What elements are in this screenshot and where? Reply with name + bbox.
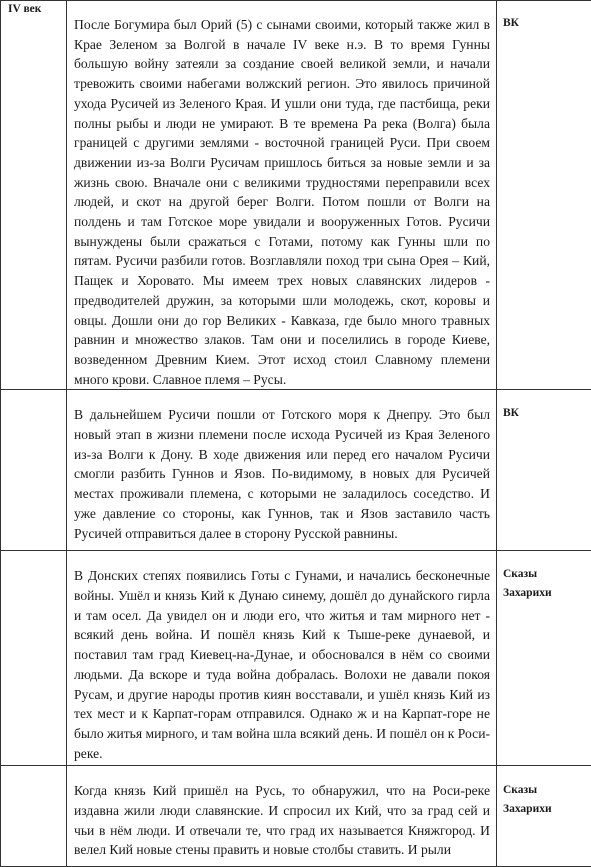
row-text: После Богумира был Орий (5) с сынами своими, который также жил в Крае Зеленом за Волгой в начале IV веке н.э. В то время Гунны большую войну затеяли за создание своей великой земли, и начали тревожить своими набегами волжский регион. Это явилось причиной ухода Русичей из Зеленого Края. И ушли они туда, где пастбища, реки полны рыбы и люди не умирают. В те времена Ра река (Волга) была границей с другими землями - восточной границей Руси. При своем движении из-за Волги Русичам пришлось биться за новые земли и за жизнь свою. Вначале они с великими трудностями переправили всех людей, и скот на другой берег Волги. Потом пошли от Волги на полдень и там Готское море увидали и вооруженных Готов. Русичи вынуждены были сражаться с Готами, потому как Гунны шли по пятам. Русичи разбили готов. Возглавляли поход три сына Орея – Кий, Пащек и Хоровато. Мы имеем трех новых славянских лидеров - предводителей дружин, за которыми шли молодежь, скот, коровы и овцы. Дошли они до гор Великих - Кавказа, где было много травных равнин и множество злаков. Там они и поселились в городе Киеве, возведенном Древним Кием. Этот исход стоил Славному племени много крови. Славное племя – Русы.: [74, 15, 490, 389]
period-label: [1, 390, 66, 391]
source-cell: [497, 551, 591, 766]
row-text: Когда князь Кий пришёл на Русь, то обнаружил, что на Роси-реке издавна жили люди славянские. И спросил их Кий, что за град сей и чьи в нём люди. И отвечали те, что град их называется Княжгород. И велел Кий новые стены править и новые столбы ставить. И рыли: [74, 781, 490, 860]
period-cell: [1, 390, 67, 551]
period-cell: [1, 766, 67, 867]
text-cell: [67, 390, 497, 551]
period-label: IV век: [1, 1, 66, 16]
period-cell: [1, 1, 67, 390]
source-cell: [497, 1, 591, 390]
source-label: Сказы Захарихи: [497, 766, 591, 819]
table-row: [1, 390, 591, 551]
source-label: ВК: [497, 390, 591, 423]
source-label: Сказы Захарихи: [497, 551, 591, 603]
text-cell: [67, 551, 497, 766]
period-label: [1, 551, 66, 552]
text-cell: [67, 766, 497, 867]
table-row: [1, 1, 591, 390]
row-text: В Донских степях появились Готы с Гунами, и начались бесконечные войны. Ушёл и князь Кий к Дунаю синему, дошёл до дунайского гирла и там осел. Да увидел он и люди его, что житья и там мирного нет - всякий день война. И пошёл князь Кий к Тыше-реке дунаевой, и поставил там град Киевец-на-Дунае, и обосновался в нём со своими людьми. Да вскоре и туда война добралась. Волохи не давали покоя Русам, и другие народы против киян восставали, и ушёл князь Кий из тех мест и к Карпат-горам отправился. Однако ж и на Карпат-горе не было житья мирного, и там война шла всякий день. И пошёл он к Роси-реке.: [74, 566, 490, 763]
source-cell: [497, 766, 591, 867]
table-row: [1, 766, 591, 867]
source-cell: [497, 390, 591, 551]
period-cell: [1, 551, 67, 766]
text-cell: [67, 1, 497, 390]
period-label: [1, 766, 66, 767]
row-text: В дальнейшем Русичи пошли от Готского моря к Днепру. Это был новый этап в жизни племени после исхода Русичей из Края Зеленого из-за Волги к Дону. В ходе движения или перед его началом Русичи смогли разбить Гуннов и Язов. По-видимому, в новых для Русичей местах проживали племена, с которыми не заладилось соседство. И уже давление со стороны, как Гуннов, так и Язов заставило часть Русичей отправиться далее в сторону Русской равнины.: [74, 405, 490, 543]
source-label: ВК: [497, 1, 591, 33]
table-row: [1, 551, 591, 766]
